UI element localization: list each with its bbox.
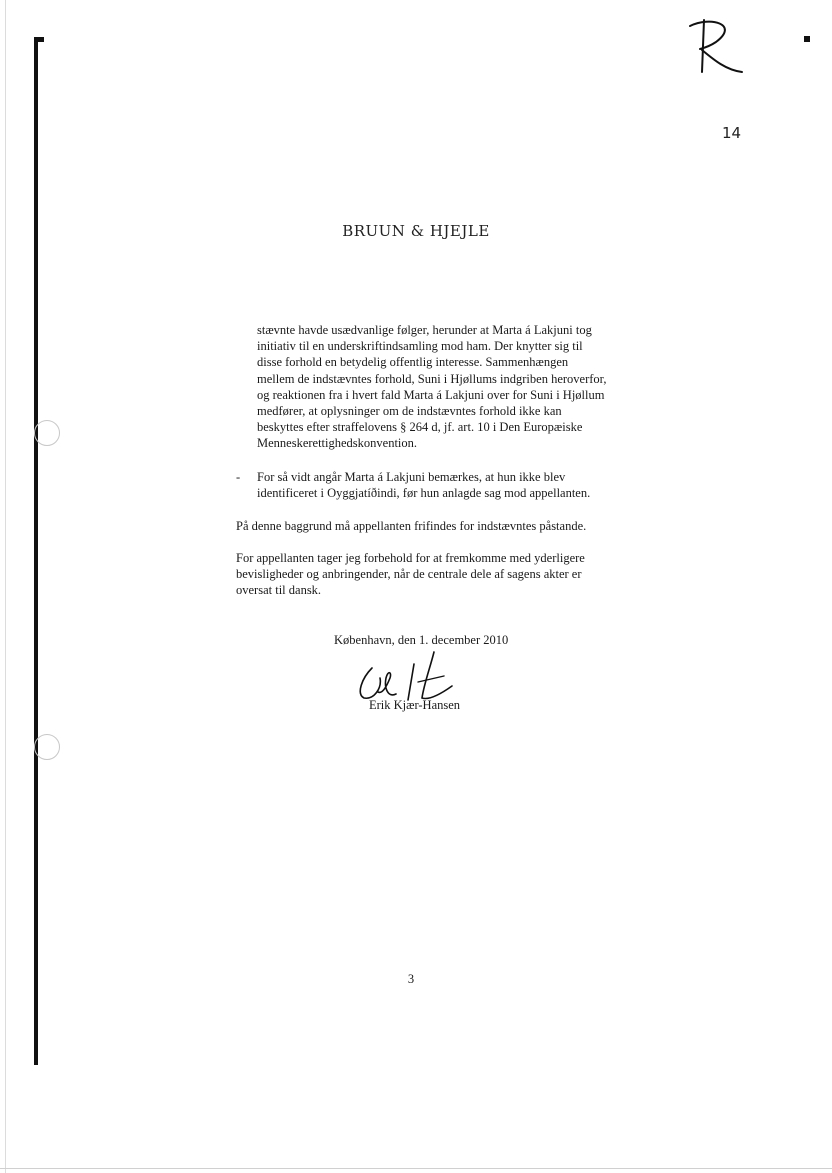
letterhead-firm-name: BRUUN & HJEJLE <box>342 222 490 240</box>
punch-hole-lower <box>34 734 60 760</box>
body-paragraph-2: På denne baggrund må appellanten frifindes for indstævntes påstande. <box>236 519 587 533</box>
stamp-page-number: 14 <box>722 124 742 142</box>
bullet-text: For så vidt angår Marta á Lakjuni bemærkes, at hun ikke blev identificeret i Oyggjatíðindi, før hun anlagde sag mod appellanten. <box>257 470 591 501</box>
bullet-item <box>236 469 606 501</box>
bullet-dash: - <box>236 470 241 484</box>
margin-bracket-mark <box>34 37 39 1065</box>
corner-dot-mark <box>804 36 810 42</box>
handwritten-r-mark <box>680 16 750 78</box>
date-line: København, den 1. december 2010 <box>334 633 509 647</box>
page-edge-bottom <box>0 1168 832 1169</box>
page-number-bottom: 3 <box>407 972 415 986</box>
body-paragraph-3: For appellanten tager jeg forbehold for at fremkomme med yderligere bevisligheder og anbringender, når de centrale dele af sagens akter er oversat til dansk. <box>236 551 585 598</box>
page-edge-left <box>5 0 6 1173</box>
signer-name: Erik Kjær-Hansen <box>369 698 461 712</box>
punch-hole-upper <box>34 420 60 446</box>
body-paragraph-1: stævnte havde usædvanlige følger, herunder at Marta á Lakjuni tog initiativ til en underskriftindsamling mod ham. Der knytter sig til disse forhold en betydelig offentlig interesse. Sammenhængen mellem de indstævntes forhold, Suni i Hjøllums indgriben heroverfor, og reaktionen fra i hvert fald Marta á Lakjuni over for Suni i Hjøllum medfører, at oplysninger om de indstævntes forhold ikke kan beskyttes efter straffelovens § 264 d, jf. art. 10 i Den Europæiske Menneskerettighedskonvention. <box>257 323 607 451</box>
